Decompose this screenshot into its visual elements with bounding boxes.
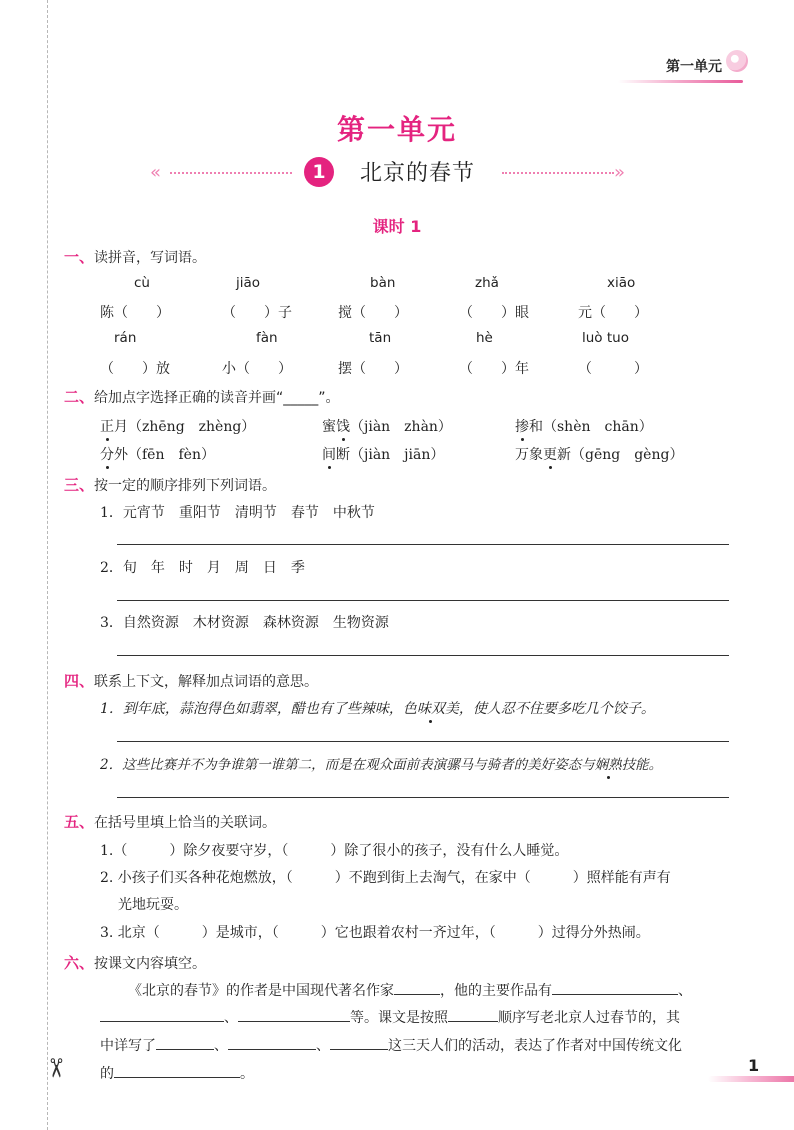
flower-decoration (726, 50, 748, 72)
fill-line-1: 《北京的春节》的作者是中国现代著名作家 ，他的主要作品有 、 (128, 980, 692, 1000)
answer-line[interactable] (117, 741, 729, 742)
answer-line[interactable] (117, 600, 729, 601)
fill-line-3: 中详写了 、 、 这三天人们的活动，表达了作者对中国传统文化 (100, 1035, 682, 1055)
pinyin: cù (134, 275, 150, 291)
right-dotted-rule (502, 172, 614, 174)
pinyin: zhǎ (475, 275, 499, 291)
answer-blank[interactable] (394, 980, 440, 995)
reading-choice[interactable]: 正月（zhēng zhèng） (100, 419, 256, 435)
section-5-heading: 五、在括号里填上恰当的关联词。 (64, 813, 277, 831)
reading-choice[interactable]: 掺和（shèn chān） (515, 419, 653, 435)
answer-blank[interactable] (238, 1007, 350, 1022)
fill-line-4: 的 。 (100, 1063, 254, 1083)
answer-line[interactable] (117, 655, 729, 656)
section-1-heading: 一、读拼音，写词语。 (64, 248, 207, 266)
question-text[interactable]: 1.（ ）除夕夜要守岁，（ ）除了很小的孩子，没有什么人睡觉。 (100, 843, 569, 859)
question-text: 1．元宵节 重阳节 清明节 春节 中秋节 (100, 505, 375, 521)
word-blank[interactable]: 元（ ） (578, 305, 648, 321)
header-underline (618, 80, 743, 83)
question-text: 3．自然资源 木材资源 森林资源 生物资源 (100, 615, 389, 631)
reading-choice[interactable]: 万象更新（gēng gèng） (515, 447, 684, 463)
reading-choice[interactable]: 蜜饯（jiàn zhàn） (322, 419, 452, 435)
answer-blank[interactable] (228, 1035, 316, 1050)
unit-title: 第一单元 (336, 113, 457, 146)
word-blank[interactable]: （ ） (578, 361, 648, 377)
answer-blank[interactable] (156, 1035, 214, 1050)
question-text: 光地玩耍。 (118, 897, 188, 913)
cut-line (47, 0, 48, 1130)
word-blank[interactable]: 搅（ ） (338, 305, 408, 321)
period-title: 课时 1 (372, 217, 422, 236)
question-text[interactable]: 3. 北京（ ）是城市，（ ）它也跟着农村一齐过年，（ ）过得分外热闹。 (100, 925, 650, 941)
left-chevrons-icon: « (150, 162, 159, 183)
answer-blank[interactable] (552, 980, 678, 995)
section-3-heading: 三、按一定的顺序排列下列词语。 (64, 476, 277, 494)
scissors-icon: ✂ (39, 1057, 70, 1079)
answer-line[interactable] (117, 797, 729, 798)
fill-line-2: 、 等。课文是按照 顺序写老北京人过春节的，其 (100, 1007, 680, 1027)
right-chevrons-icon: » (614, 162, 623, 183)
answer-blank[interactable] (114, 1063, 240, 1078)
question-text: 1．到年底，蒜泡得色如翡翠，醋也有了些辣味，色味双美，使人忍不住要多吃几个饺子。 (100, 701, 655, 717)
left-dotted-rule (170, 172, 292, 174)
word-blank[interactable]: （ ）眼 (459, 305, 529, 321)
section-6-heading: 六、按课文内容填空。 (64, 954, 207, 972)
reading-choice[interactable]: 间断（jiàn jiān） (322, 447, 445, 463)
page-number: 1 (748, 1056, 760, 1075)
word-blank[interactable]: （ ）放 (100, 361, 170, 377)
word-blank[interactable]: （ ）年 (459, 361, 529, 377)
question-text: 2．这些比赛并不为争谁第一谁第二，而是在观众面前表演骡马与骑者的美好姿态与娴熟技能。 (100, 757, 663, 773)
pinyin: rán (114, 330, 137, 346)
pinyin: hè (476, 330, 493, 346)
header-unit-tag: 第一单元 (666, 59, 722, 75)
word-blank[interactable]: （ ）子 (222, 305, 292, 321)
word-blank[interactable]: 摆（ ） (338, 361, 408, 377)
section-4-heading: 四、联系上下文，解释加点词语的意思。 (64, 672, 319, 690)
lesson-number-badge: 1 (304, 157, 334, 187)
question-text: 2．旬 年 时 月 周 日 季 (100, 560, 305, 576)
pinyin: fàn (256, 330, 278, 346)
lesson-title: 北京的春节 (360, 161, 476, 186)
answer-blank[interactable] (448, 1007, 498, 1022)
question-text[interactable]: 2. 小孩子们买各种花炮燃放，（ ）不跑到街上去淘气，在家中（ ）照样能有声有 (100, 870, 671, 886)
reading-choice[interactable]: 分外（fēn fèn） (100, 447, 215, 463)
pinyin: bàn (370, 275, 396, 291)
pinyin: tān (369, 330, 392, 346)
answer-blank[interactable] (100, 1007, 224, 1022)
pinyin: luò tuo (582, 330, 629, 346)
answer-blank[interactable] (330, 1035, 388, 1050)
word-blank[interactable]: 陈（ ） (100, 305, 170, 321)
answer-line[interactable] (117, 544, 729, 545)
pinyin: xiāo (607, 275, 636, 291)
pinyin: jiāo (236, 275, 261, 291)
page-number-bar (708, 1076, 794, 1082)
word-blank[interactable]: 小（ ） (222, 361, 292, 377)
section-2-heading: 二、给加点字选择正确的读音并画“_____”。 (64, 388, 340, 406)
